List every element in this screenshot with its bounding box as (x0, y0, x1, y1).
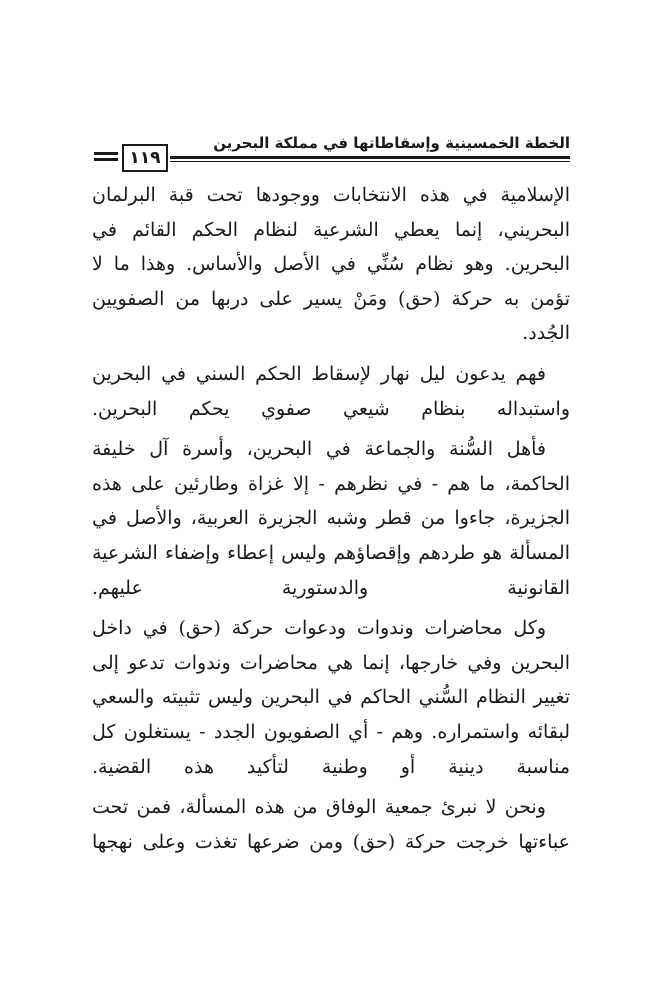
page-number: ١١٩ (122, 144, 168, 172)
paragraph: فأهل السُّنة والجماعة في البحرين، وأسرة آل خليفة الحاكمة، ما هم - في نظرهم - إلا غزاة وطارئين على هذه الجزيرة، جاءوا من قطر وشبه الجزيرة العربية، والأصل في المسألة هو طردهم وإقصاؤهم وليس إعطاء وإضفاء الشرعية القانونية والدستورية عليهم. (92, 438, 570, 599)
book-title: الخطة الخمسينية وإسقاطاتها في مملكة البحرين (213, 134, 570, 152)
header-rule (170, 156, 570, 162)
header-ornament (94, 152, 118, 164)
paragraph: الإسلامية في هذه الانتخابات ووجودها تحت قبة البرلمان البحريني، إنما يعطي الشرعية لنظام الحكم القائم في البحرين. وهو نظام سُنِّي في الأصل والأساس. وهذا ما لا تؤمن به حركة (حق) ومَنْ يسير على دربها من الصفويين الجُدد. (92, 184, 570, 345)
paragraph: وكل محاضرات وندوات ودعوات حركة (حق) في داخل البحرين وفي خارجها، إنما هي محاضرات وندوات تدعو إلى تغيير النظام السُّني الحاكم في البحرين وليس تثبيته والسعي لبقائه واستمراره. وهم - أي الصفويون الجدد - يستغلون كل مناسبة دينية أو وطنية لتأكيد هذه القضية. (92, 617, 570, 778)
paragraph: فهم يدعون ليل نهار لإسقاط الحكم السني في البحرين واستبداله بنظام شيعي صفوي يحكم البحرين. (92, 362, 570, 420)
running-header (90, 134, 570, 174)
paragraph: ونحن لا نبرئ جمعية الوفاق من هذه المسألة، فمن تحت عباءتها خرجت حركة (حق) ومن ضرعها تغذت وعلى نهجها (92, 796, 570, 853)
body-text (92, 178, 570, 865)
